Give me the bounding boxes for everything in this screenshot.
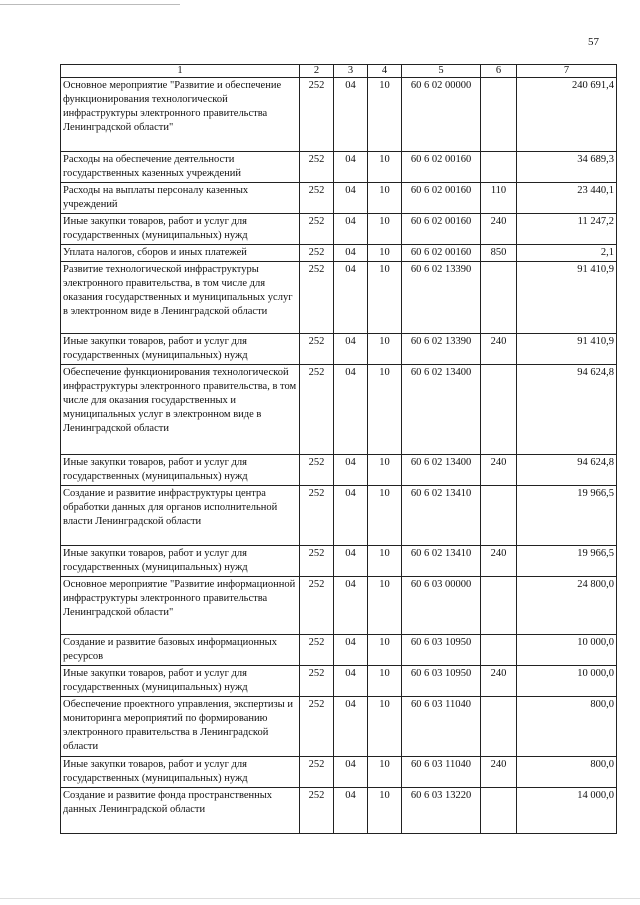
table-row xyxy=(61,455,617,486)
cell-ministry: 252 xyxy=(300,577,334,635)
cell-subsection: 10 xyxy=(368,546,402,577)
cell-section: 04 xyxy=(334,666,368,697)
cell-ministry: 252 xyxy=(300,365,334,455)
cell-expense-type: 110 xyxy=(481,183,517,214)
cell-section: 04 xyxy=(334,757,368,788)
table-row xyxy=(61,214,617,245)
cell-subsection: 10 xyxy=(368,455,402,486)
cell-name: Создание и развитие инфраструктуры центра обработки данных для органов исполнительной власти Ленинградской области xyxy=(61,486,300,546)
cell-name: Иные закупки товаров, работ и услуг для государственных (муниципальных) нужд xyxy=(61,455,300,486)
cell-target-article: 60 6 03 11040 xyxy=(402,757,481,788)
cell-name: Расходы на выплаты персоналу казенных учреждений xyxy=(61,183,300,214)
cell-section: 04 xyxy=(334,78,368,152)
cell-target-article: 60 6 03 10950 xyxy=(402,666,481,697)
cell-section: 04 xyxy=(334,697,368,757)
cell-amount: 800,0 xyxy=(517,697,617,757)
cell-name: Основное мероприятие "Развитие информационной инфраструктуры электронного правительства Ленинградской области" xyxy=(61,577,300,635)
cell-name: Создание и развитие базовых информационных ресурсов xyxy=(61,635,300,666)
cell-name: Расходы на обеспечение деятельности государственных казенных учреждений xyxy=(61,152,300,183)
table-row xyxy=(61,262,617,334)
cell-expense-type: 240 xyxy=(481,214,517,245)
scan-artifact-top xyxy=(0,4,180,5)
scan-artifact-bottom xyxy=(0,898,640,899)
cell-subsection: 10 xyxy=(368,486,402,546)
cell-expense-type xyxy=(481,152,517,183)
cell-ministry: 252 xyxy=(300,486,334,546)
cell-section: 04 xyxy=(334,365,368,455)
cell-ministry: 252 xyxy=(300,757,334,788)
cell-subsection: 10 xyxy=(368,78,402,152)
budget-table xyxy=(60,64,617,834)
cell-ministry: 252 xyxy=(300,788,334,834)
cell-target-article: 60 6 02 13410 xyxy=(402,486,481,546)
column-header: 2 xyxy=(300,65,334,78)
cell-target-article: 60 6 02 00160 xyxy=(402,214,481,245)
page-number: 57 xyxy=(588,36,599,48)
table-row xyxy=(61,546,617,577)
cell-subsection: 10 xyxy=(368,577,402,635)
cell-amount: 240 691,4 xyxy=(517,78,617,152)
cell-ministry: 252 xyxy=(300,78,334,152)
cell-expense-type xyxy=(481,486,517,546)
cell-section: 04 xyxy=(334,455,368,486)
cell-expense-type: 240 xyxy=(481,334,517,365)
cell-amount: 10 000,0 xyxy=(517,666,617,697)
table-row xyxy=(61,697,617,757)
cell-section: 04 xyxy=(334,788,368,834)
cell-section: 04 xyxy=(334,635,368,666)
cell-name: Основное мероприятие "Развитие и обеспечение функционирования технологической инфраструктуры электронного правительства Ленинградской области" xyxy=(61,78,300,152)
cell-amount: 14 000,0 xyxy=(517,788,617,834)
column-header: 4 xyxy=(368,65,402,78)
cell-target-article: 60 6 02 13390 xyxy=(402,334,481,365)
cell-expense-type: 240 xyxy=(481,455,517,486)
cell-subsection: 10 xyxy=(368,697,402,757)
cell-target-article: 60 6 02 13400 xyxy=(402,455,481,486)
cell-subsection: 10 xyxy=(368,214,402,245)
cell-section: 04 xyxy=(334,245,368,262)
cell-amount: 19 966,5 xyxy=(517,486,617,546)
cell-ministry: 252 xyxy=(300,697,334,757)
cell-ministry: 252 xyxy=(300,455,334,486)
cell-subsection: 10 xyxy=(368,365,402,455)
table-row xyxy=(61,152,617,183)
cell-expense-type xyxy=(481,262,517,334)
cell-name: Иные закупки товаров, работ и услуг для государственных (муниципальных) нужд xyxy=(61,334,300,365)
cell-subsection: 10 xyxy=(368,183,402,214)
cell-amount: 10 000,0 xyxy=(517,635,617,666)
cell-target-article: 60 6 02 13390 xyxy=(402,262,481,334)
cell-target-article: 60 6 02 13410 xyxy=(402,546,481,577)
table-row xyxy=(61,757,617,788)
cell-subsection: 10 xyxy=(368,757,402,788)
cell-ministry: 252 xyxy=(300,666,334,697)
cell-section: 04 xyxy=(334,546,368,577)
cell-expense-type: 240 xyxy=(481,666,517,697)
cell-subsection: 10 xyxy=(368,666,402,697)
cell-target-article: 60 6 03 10950 xyxy=(402,635,481,666)
cell-name: Иные закупки товаров, работ и услуг для государственных (муниципальных) нужд xyxy=(61,666,300,697)
table-row xyxy=(61,788,617,834)
cell-expense-type xyxy=(481,635,517,666)
cell-expense-type xyxy=(481,577,517,635)
cell-amount: 800,0 xyxy=(517,757,617,788)
column-header: 6 xyxy=(481,65,517,78)
cell-section: 04 xyxy=(334,486,368,546)
cell-subsection: 10 xyxy=(368,788,402,834)
cell-name: Создание и развитие фонда пространственных данных Ленинградской области xyxy=(61,788,300,834)
table-row xyxy=(61,577,617,635)
cell-ministry: 252 xyxy=(300,546,334,577)
cell-expense-type xyxy=(481,365,517,455)
table-row xyxy=(61,245,617,262)
cell-ministry: 252 xyxy=(300,334,334,365)
table-row xyxy=(61,635,617,666)
cell-subsection: 10 xyxy=(368,245,402,262)
cell-target-article: 60 6 03 13220 xyxy=(402,788,481,834)
cell-amount: 11 247,2 xyxy=(517,214,617,245)
cell-ministry: 252 xyxy=(300,214,334,245)
cell-section: 04 xyxy=(334,183,368,214)
cell-subsection: 10 xyxy=(368,262,402,334)
cell-target-article: 60 6 02 00160 xyxy=(402,183,481,214)
cell-expense-type: 850 xyxy=(481,245,517,262)
cell-amount: 2,1 xyxy=(517,245,617,262)
cell-amount: 91 410,9 xyxy=(517,334,617,365)
cell-subsection: 10 xyxy=(368,334,402,365)
cell-section: 04 xyxy=(334,152,368,183)
cell-amount: 94 624,8 xyxy=(517,365,617,455)
cell-name: Уплата налогов, сборов и иных платежей xyxy=(61,245,300,262)
cell-section: 04 xyxy=(334,577,368,635)
cell-section: 04 xyxy=(334,214,368,245)
column-header: 1 xyxy=(61,65,300,78)
cell-subsection: 10 xyxy=(368,635,402,666)
cell-expense-type: 240 xyxy=(481,546,517,577)
cell-ministry: 252 xyxy=(300,635,334,666)
cell-target-article: 60 6 02 00160 xyxy=(402,245,481,262)
cell-ministry: 252 xyxy=(300,262,334,334)
table-row xyxy=(61,78,617,152)
cell-name: Развитие технологической инфраструктуры электронного правительства, в том числе для оказания государственных и муниципальных услуг в электронном виде в Ленинградской области xyxy=(61,262,300,334)
cell-amount: 91 410,9 xyxy=(517,262,617,334)
table-row xyxy=(61,334,617,365)
cell-name: Иные закупки товаров, работ и услуг для государственных (муниципальных) нужд xyxy=(61,757,300,788)
cell-amount: 23 440,1 xyxy=(517,183,617,214)
column-header: 5 xyxy=(402,65,481,78)
cell-expense-type xyxy=(481,697,517,757)
cell-expense-type xyxy=(481,788,517,834)
cell-target-article: 60 6 02 00160 xyxy=(402,152,481,183)
cell-ministry: 252 xyxy=(300,245,334,262)
cell-name: Обеспечение проектного управления, экспертизы и мониторинга мероприятий по формированию электронного правительства в Ленинградской области xyxy=(61,697,300,757)
cell-name: Обеспечение функционирования технологической инфраструктуры электронного правительства, в том числе для оказания государственных и муниципальных услуг в электронном виде в Ленинградской области xyxy=(61,365,300,455)
table-row xyxy=(61,666,617,697)
cell-ministry: 252 xyxy=(300,152,334,183)
cell-section: 04 xyxy=(334,262,368,334)
cell-section: 04 xyxy=(334,334,368,365)
cell-name: Иные закупки товаров, работ и услуг для государственных (муниципальных) нужд xyxy=(61,214,300,245)
cell-name: Иные закупки товаров, работ и услуг для государственных (муниципальных) нужд xyxy=(61,546,300,577)
cell-amount: 19 966,5 xyxy=(517,546,617,577)
cell-target-article: 60 6 03 00000 xyxy=(402,577,481,635)
table-row xyxy=(61,183,617,214)
table-header-row xyxy=(61,65,617,78)
table-row xyxy=(61,486,617,546)
cell-target-article: 60 6 02 13400 xyxy=(402,365,481,455)
cell-ministry: 252 xyxy=(300,183,334,214)
cell-expense-type xyxy=(481,78,517,152)
cell-amount: 24 800,0 xyxy=(517,577,617,635)
cell-target-article: 60 6 02 00000 xyxy=(402,78,481,152)
cell-amount: 94 624,8 xyxy=(517,455,617,486)
column-header: 7 xyxy=(517,65,617,78)
column-header: 3 xyxy=(334,65,368,78)
table-row xyxy=(61,365,617,455)
cell-subsection: 10 xyxy=(368,152,402,183)
cell-target-article: 60 6 03 11040 xyxy=(402,697,481,757)
cell-amount: 34 689,3 xyxy=(517,152,617,183)
cell-expense-type: 240 xyxy=(481,757,517,788)
